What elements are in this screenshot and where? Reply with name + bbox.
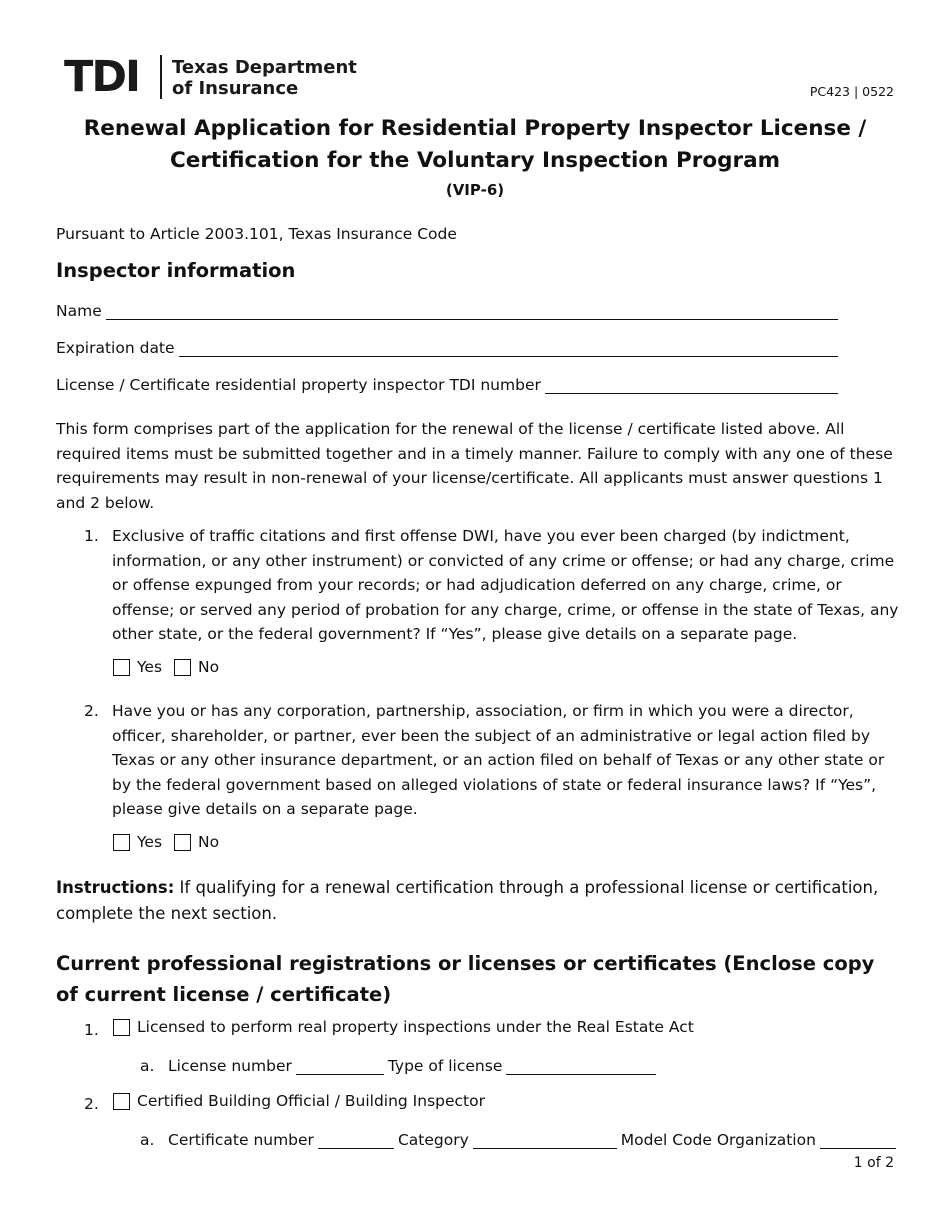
question-1-no-checkbox[interactable] bbox=[174, 659, 191, 676]
license-number-field-row bbox=[56, 376, 838, 394]
instructions bbox=[56, 875, 896, 927]
building-official-label: Certified Building Official / Building Inspector bbox=[137, 1092, 485, 1110]
tdi-number-input[interactable] bbox=[545, 377, 838, 394]
building-official-checkbox[interactable] bbox=[113, 1093, 130, 1110]
question-2-no-label: No bbox=[198, 833, 220, 851]
license-number-sub-input[interactable] bbox=[296, 1058, 384, 1075]
question-2-yes-checkbox[interactable] bbox=[113, 834, 130, 851]
expiration-label: Expiration date bbox=[56, 339, 175, 357]
name-input[interactable] bbox=[106, 303, 838, 320]
question-2-yes-label: Yes bbox=[137, 833, 163, 851]
item-2a-letter: a. bbox=[140, 1131, 155, 1149]
question-2-options bbox=[113, 833, 231, 851]
expiration-field-row bbox=[56, 339, 838, 357]
question-1-options bbox=[113, 658, 231, 676]
certificate-number-input[interactable] bbox=[318, 1132, 394, 1149]
expiration-date-input[interactable] bbox=[179, 340, 838, 357]
question-2-number: 2. bbox=[84, 702, 99, 720]
intro-paragraph: This form comprises part of the application for the renewal of the license / certificate listed above. All required items must be submitted together and in a timely manner. Failure to comply with any one of these requirements may result in non-renewal of your license/certificate. All applicants must answer questions 1 and 2 below. bbox=[56, 420, 893, 512]
certificate-number-label: Certificate number bbox=[168, 1131, 314, 1149]
model-code-org-input[interactable] bbox=[820, 1132, 896, 1149]
model-code-org-label: Model Code Organization bbox=[620, 1131, 816, 1149]
item-1a-letter: a. bbox=[140, 1057, 155, 1075]
name-field-row bbox=[56, 302, 838, 320]
department-name-line1: Texas Department bbox=[172, 57, 357, 78]
license-number-label: License / Certificate residential property inspector TDI number bbox=[56, 376, 541, 394]
form-code: PC423 | 0522 bbox=[809, 84, 894, 99]
question-1-yes-checkbox[interactable] bbox=[113, 659, 130, 676]
item-2-number: 2. bbox=[84, 1095, 99, 1113]
question-2-text: Have you or has any corporation, partnership, association, or firm in which you were a director, officer, shareholder, or partner, ever been the subject of an administrative or legal action filed by Texas or any other insurance department, or an action filed on behalf of Texas or any other state or by the federal government based on alleged violations of state or federal insurance laws? If “Yes”, please give details on a separate page. bbox=[112, 702, 885, 818]
category-label: Category bbox=[397, 1131, 469, 1149]
inspector-info-heading: Inspector information bbox=[56, 259, 296, 282]
page-number: 1 of 2 bbox=[853, 1155, 894, 1171]
question-1-number: 1. bbox=[84, 527, 99, 545]
type-of-license-input[interactable] bbox=[506, 1058, 656, 1075]
category-input[interactable] bbox=[473, 1132, 617, 1149]
item-2-row bbox=[113, 1092, 485, 1110]
instructions-text: If qualifying for a renewal certification through a professional license or certification, complete the next section. bbox=[56, 878, 879, 923]
form-title-line1: Renewal Application for Residential Property Inspector License / bbox=[83, 116, 867, 141]
question-1-yes-label: Yes bbox=[137, 658, 163, 676]
type-of-license-label: Type of license bbox=[387, 1057, 503, 1075]
name-label: Name bbox=[56, 302, 102, 320]
department-name-line2: of Insurance bbox=[172, 78, 299, 99]
authority-citation: Pursuant to Article 2003.101, Texas Insurance Code bbox=[56, 225, 457, 243]
current-registrations-heading: Current professional registrations or licenses or certificates (Enclose copy of current license / certificate) bbox=[56, 952, 875, 1006]
department-name bbox=[172, 57, 357, 99]
logo-divider bbox=[160, 55, 162, 99]
real-estate-act-checkbox[interactable] bbox=[113, 1019, 130, 1036]
license-number-sub-label: License number bbox=[168, 1057, 292, 1075]
real-estate-act-label: Licensed to perform real property inspections under the Real Estate Act bbox=[137, 1018, 694, 1036]
item-1-row bbox=[113, 1018, 694, 1036]
tdi-logo: TDI bbox=[64, 52, 140, 102]
item-2a-row bbox=[140, 1131, 896, 1149]
item-1-number: 1. bbox=[84, 1021, 99, 1039]
question-2-no-checkbox[interactable] bbox=[174, 834, 191, 851]
form-title-line2: Certification for the Voluntary Inspection Program bbox=[169, 148, 781, 173]
item-1a-row bbox=[140, 1057, 660, 1075]
instructions-label: Instructions: bbox=[56, 878, 175, 897]
question-1-text: Exclusive of traffic citations and first offense DWI, have you ever been charged (by indictment, information, or any other instrument) or convicted of any crime or offense; or had any charge, crime or offense expunged from your records; or had adjudication deferred on any charge, crime, or offense; or served any period of probation for any charge, crime, or offense in the state of Texas, any other state, or the federal government? If “Yes”, please give details on a separate page. bbox=[112, 527, 899, 643]
question-1-no-label: No bbox=[198, 658, 220, 676]
form-id: (VIP-6) bbox=[445, 181, 505, 199]
